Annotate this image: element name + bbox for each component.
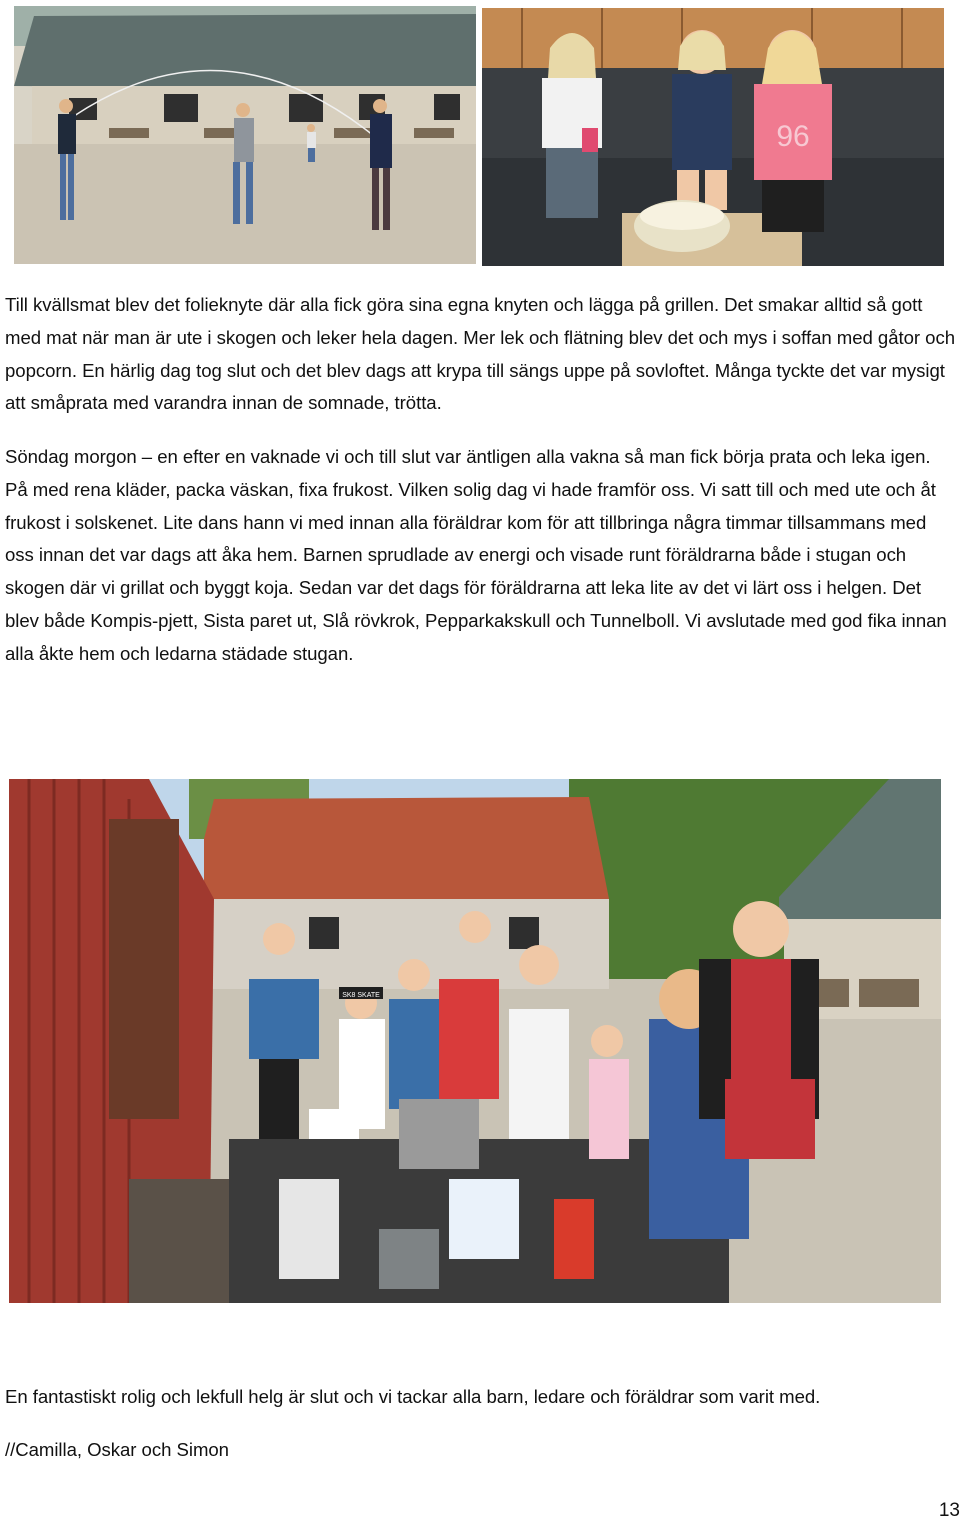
shirt-number-text: 96 [776, 120, 810, 153]
page-number: 13 [938, 1500, 960, 1521]
paragraph-evening: Till kvällsmat blev det folieknyte där alla fick göra sina egna knyten och lägga på grillen. Det smakar alltid så gott med mat när man är ute i skogen och leker hela dagen. Mer lek och flätning blev det och mys i soffan med gåtor och popcorn. En härlig dag tog slut och det blev dags att krypa till sängs uppe på sovloftet. Många tyckte det var mysigt att småprata med varandra innan de somnade, trötta. [5, 294, 955, 414]
paragraph-sunday: Söndag morgon – en efter en vaknade vi och till slut var äntligen alla vakna så man fick börja prata och leka igen. På med rena kläder, packa väskan, fixa frukost. Vilken solig dag vi hade framför oss. Vi satt till och med ute och åt frukost i solskenet. Lite dans hann vi med innan alla föräldrar kom för att tillbringa några timmar tillsammans med oss innan det var dags att åka hem. Barnen sprudlade av energi och visade runt föräldrarna både i stugan och skogen där vi grillat och byggt koja. Sedan var det dags för föräldrarna att leka lite av det vi lärt oss i helgen. Det blev både Kompis-pjett, Sista paret ut, Slå rövkrok, Pepparkakskull och Tunnelboll. Vi avslutade med god fika innan alla åkte hem och ledarna städade stugan. [5, 446, 947, 664]
signature: //Camilla, Oskar och Simon [5, 1439, 229, 1460]
photo-sofa [482, 8, 944, 266]
paragraph-closing: En fantastiskt rolig och lekfull helg är slut och vi tackar alla barn, ledare och föräldrar som varit med. [5, 1386, 821, 1407]
photo-jump-rope [14, 6, 476, 264]
cap-text: SK8 SKATE [342, 992, 380, 999]
photo-outdoor-meal [9, 779, 941, 1303]
